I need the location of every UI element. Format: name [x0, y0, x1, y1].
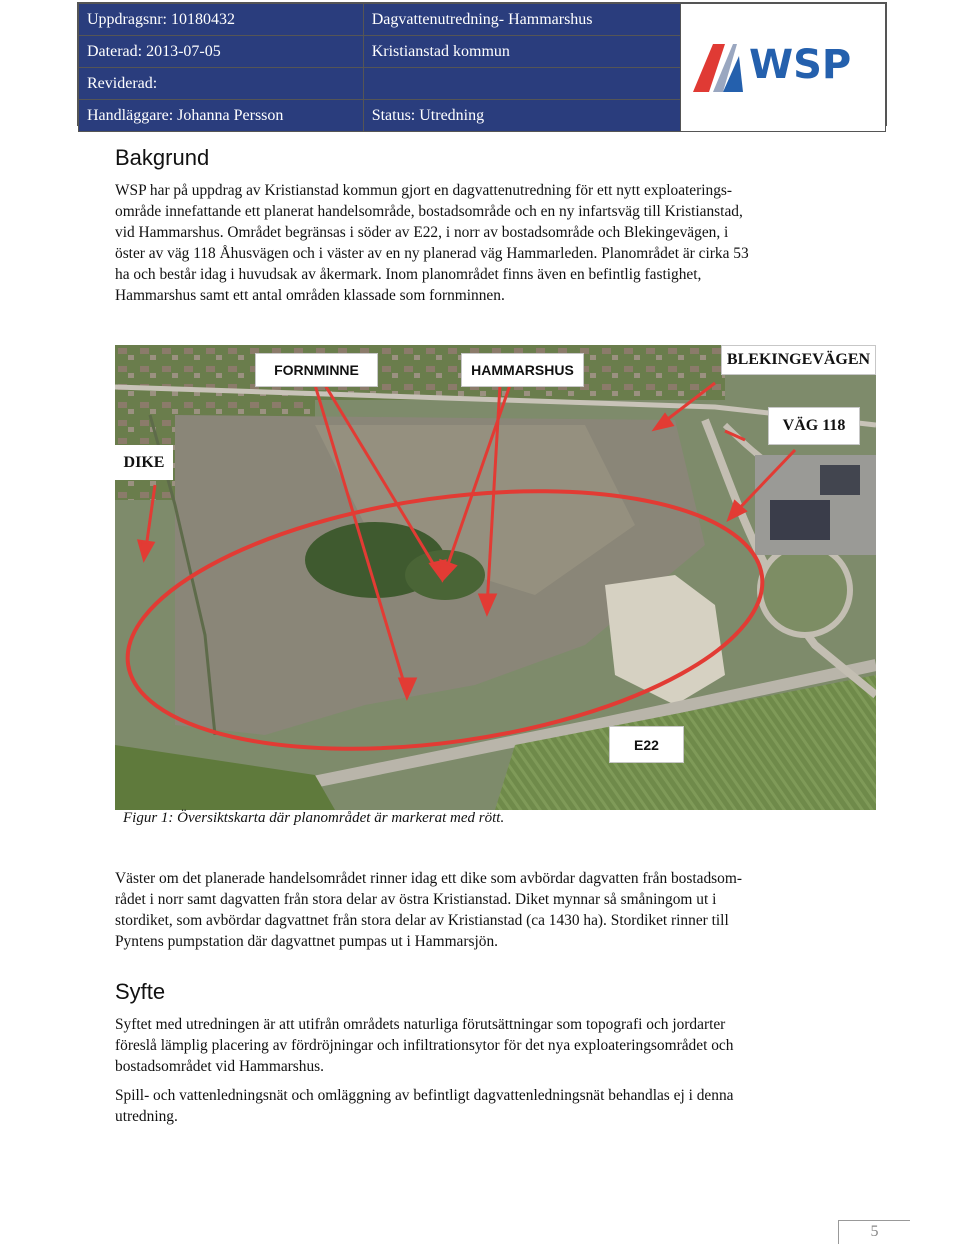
text-line: Väster om det planerade handelsområdet rinner idag ett dike som avbördar dagvatten från bostadsom- — [115, 870, 742, 887]
aerial-photo — [115, 345, 876, 810]
paragraph-syfte-2 — [115, 1085, 855, 1127]
municipality: Kristianstad kommun — [363, 36, 680, 68]
text-line: rådet i norr samt dagvatten från stora delar av östra Kristianstad. Diket mynnar så småningom ut i — [115, 891, 717, 908]
figure-caption: Figur 1: Översiktskarta där planområdet är markerat med rött. — [123, 810, 505, 826]
wsp-logo — [681, 4, 886, 132]
label-hammarshus: HAMMARSHUS — [461, 353, 584, 387]
label-fornminne: FORNMINNE — [255, 353, 378, 387]
aerial-map — [115, 345, 876, 810]
page-number: 5 — [838, 1220, 910, 1244]
text-line: öster av väg 118 Åhusvägen och i väster av en ny planerad väg Hammarleden. Planområdet är cirka 53 — [115, 245, 749, 262]
document-header — [77, 2, 887, 126]
text-line: Hammarshus samt ett antal områden klassade som fornminnen. — [115, 287, 505, 304]
label-vag118: VÄG 118 — [768, 407, 860, 445]
text-line: föreslå lämplig placering av fördröjningar och infiltrationsytor för det nya exploateringsområdet och — [115, 1037, 734, 1054]
text-line: Syftet med utredningen är att utifrån områdets naturliga förutsättningar som topografi och jordarter — [115, 1016, 726, 1033]
revised-field: Reviderad: — [79, 68, 364, 100]
empty-cell — [363, 68, 680, 100]
label-blekingevagen: BLEKINGEVÄGEN — [721, 345, 876, 375]
label-dike: DIKE — [115, 445, 173, 480]
text-line: stordiket, som avbördar dagvattnet från stora delar av Kristianstad (ca 1430 ha). Stordiket rinner till — [115, 912, 729, 929]
document-title: Dagvattenutredning- Hammarshus — [363, 4, 680, 36]
text-line: Spill- och vattenledningsnät och omläggning av befintligt dagvattenledningsnät behandlas ej i denna — [115, 1087, 734, 1104]
heading-bakgrund: Bakgrund — [115, 145, 210, 170]
paragraph-bakgrund — [115, 180, 855, 306]
text-line: Pyntens pumpstation där dagvattnet pumpas ut i Hammarsjön. — [115, 933, 498, 950]
status-field: Status: Utredning — [363, 100, 680, 132]
text-line: bostadsområdet vid Hammarshus. — [115, 1058, 325, 1075]
assignment-number: Uppdragsnr: 10180432 — [79, 4, 364, 36]
label-e22: E22 — [609, 726, 684, 763]
text-line: ha och består idag i huvudsak av åkermark. Inom planområdet finns även en befintlig fastighet, — [115, 266, 702, 283]
heading-syfte: Syfte — [115, 979, 166, 1004]
handler-field: Handläggare: Johanna Persson — [79, 100, 364, 132]
text-line: WSP har på uppdrag av Kristianstad kommun gjort en dagvattenutredning för ett nytt exploaterings- — [115, 182, 733, 199]
paragraph-dike — [115, 868, 855, 952]
date-field: Daterad: 2013-07-05 — [79, 36, 364, 68]
wsp-logo-text: WSP — [749, 42, 852, 88]
text-line: område innefattande ett planerat handelsområde, bostadsområde och en ny infartsväg till Kristianstad, — [115, 203, 743, 220]
text-line: utredning. — [115, 1108, 178, 1125]
text-line: vid Hammarshus. Området begränsas i söder av E22, i norr av bostadsområde och Blekingevägen, i — [115, 224, 729, 241]
paragraph-syfte-1 — [115, 1014, 855, 1077]
